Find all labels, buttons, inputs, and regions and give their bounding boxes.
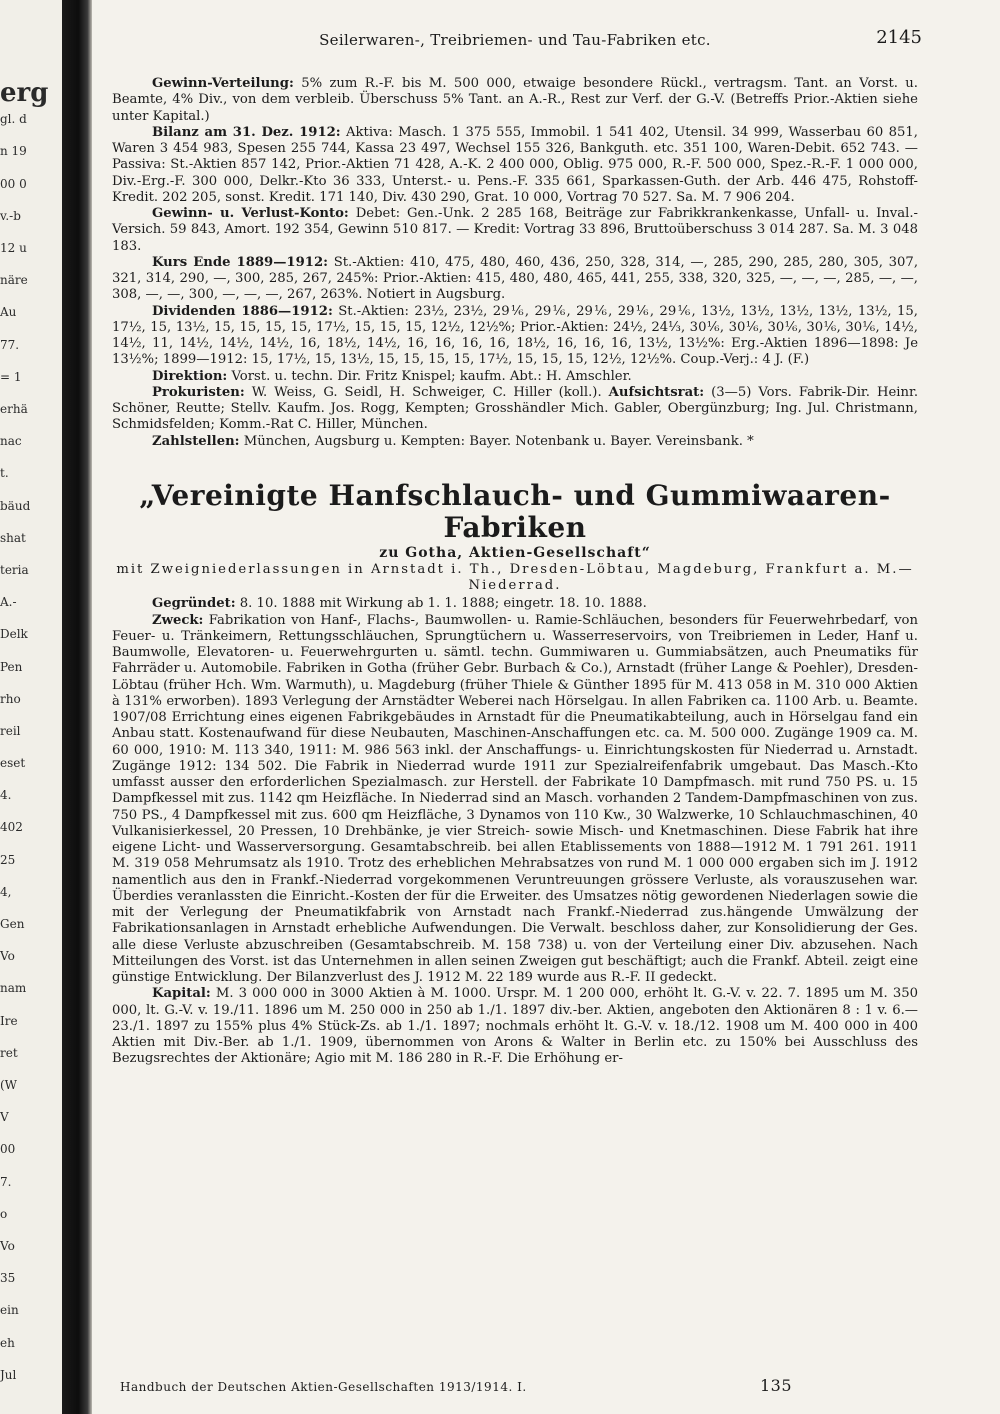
document-page	[92, 0, 1000, 1414]
previous-page-fragment: 402	[0, 820, 23, 835]
gewinn-verteilung-paragraph	[112, 76, 918, 125]
sheet-number: 135	[760, 1376, 793, 1395]
direktion-text: Vorst. u. techn. Dir. Fritz Knispel; kaufm. Abt.: H. Amschler.	[231, 368, 632, 384]
previous-page-fragment: ret	[0, 1045, 18, 1060]
kapital-label: Kapital:	[152, 986, 211, 1002]
prokuristen-label: Prokuristen:	[152, 384, 245, 400]
bilanz-paragraph	[112, 125, 918, 206]
previous-page-fragment: Jul	[0, 1367, 17, 1382]
gegruendet-paragraph	[112, 596, 918, 612]
kurs-label: Kurs Ende 1889—1912:	[152, 254, 328, 270]
previous-page-fragment: 7.	[0, 1174, 12, 1189]
direktion-label: Direktion:	[152, 368, 228, 384]
gewinn-verlust-text: Debet: Gen.-Unk. 2 285 168, Beiträge zur Fabrikkrankenkasse, Unfall- u. Inval.-Versich. 59 843, Amort. 192 354, Gewinn 510 817. — Kredit: Vortrag 33 896, Bruttoüberschuss 3 014 287. Sa. M. 3 048 183.	[112, 206, 918, 254]
gewinn-verlust-paragraph	[112, 206, 918, 255]
previous-page-fragment: shat	[0, 530, 26, 545]
footer-text: Handbuch der Deutschen Aktien-Gesellschaften 1913/1914. I.	[120, 1380, 527, 1394]
previous-page-fragment: Delk	[0, 627, 28, 642]
dividenden-label: Dividenden 1886—1912:	[152, 303, 333, 319]
kapital-text: M. 3 000 000 in 3000 Aktien à M. 1000. Urspr. M. 1 200 000, erhöht lt. G.-V. v. 22. 7. 1895 um M. 350 000, lt. G.-V. v. 19./11. 1896 um M. 250 000 in 250 ab 1./1. 1897 div.-ber. Aktien, angeboten den Aktionären 8 : 1 v. 6.—23./1. 1897 zu 155% plus 4% Stück-Zs. ab 1./1. 1897; nochmals erhöht lt. G.-V. v. 18./12. 1908 um M. 400 000 in 400 Aktien mit Div.-Ber. ab 1./1. 1909, übernommen von Arons & Walter in Berlin etc. zu 150% bei Ausschluss des Bezugsrechtes der Aktionäre; Agio mit M. 186 280 in R.-F. Die Erhöhung er-	[112, 986, 918, 1067]
previous-page-fragment: 35	[0, 1271, 16, 1286]
book-gutter	[62, 0, 92, 1414]
previous-page-fragment: reil	[0, 723, 21, 738]
previous-page-fragment: V	[0, 1110, 9, 1125]
kapital-paragraph	[112, 986, 918, 1067]
previous-page-edge	[0, 0, 62, 1414]
bilanz-text: Aktiva: Masch. 1 375 555, Immobil. 1 541 402, Utensil. 34 999, Wasserbau 60 851, Waren 3 454 983, Spesen 255 744, Kassa 23 497, Wechsel 155 326, Bankguth. etc. 351 100, Waren-Debit. 652 743. — Passiva: St.-Aktien 857 142, Prior.-Aktien 71 428, A.-K. 2 400 000, Oblig. 975 000, R.-F. 500 000, Spez.-R.-F. 1 000 000, Div.-Erg.-F. 300 000, Delkr.-Kto 36 333, Unterst.- u. Pens.-F. 335 661, Sparkassen-Guth. der Arb. 446 475, Rohstoff-Kredit. 202 205, sonst. Kredit. 171 140, Div. 430 290, Grat. 10 000, Vortrag 70 527. Sa. M. 7 906 204.	[112, 124, 918, 205]
aufsichtsrat-text: (3—5) Vors. Fabrik-Dir. Heinr. Schöner, Reutte; Stellv. Kaufm. Jos. Rogg, Kempten; Grosshändler Mich. Gabler, Obergünzburg; Ing. Jul. Christmann, Schmidsfelden; Komm.-Rat C. Hiller, München.	[112, 384, 919, 433]
kurs-text: St.-Aktien: 410, 475, 480, 460, 436, 250, 328, 314, —, 285, 290, 285, 280, 305, 307, 321, 314, 290, —, 300, 285, 267, 245%: Prior.-Aktien: 415, 480, 480, 465, 441, 255, 338, 320, 325, —, —, —, 285, —, —, 308, —, —, 300, —, —, —, 267, 263%. Notiert in Augsburg.	[112, 254, 919, 303]
previous-page-fragment: nac	[0, 434, 22, 449]
end-mark: *	[747, 433, 754, 449]
previous-page-fragment: A.-	[0, 595, 17, 610]
bilanz-label: Bilanz am 31. Dez. 1912:	[152, 124, 341, 140]
zweck-paragraph	[112, 613, 918, 987]
prokuristen-paragraph	[112, 385, 918, 434]
previous-page-fragment: eset	[0, 756, 26, 771]
gegruendet-label: Gegründet:	[152, 596, 236, 612]
previous-page-fragment: gl. d	[0, 112, 27, 127]
zahlstellen-paragraph	[112, 434, 918, 450]
running-title: Seilerwaren-, Treibriemen- und Tau-Fabriken etc.	[319, 31, 711, 49]
previous-page-fragment: erhä	[0, 401, 28, 416]
previous-page-fragment: 00	[0, 1142, 16, 1157]
company-title: „Vereinigte Hanfschlauch- und Gummiwaaren-Fabriken	[139, 478, 891, 544]
previous-page-fragment: ein	[0, 1303, 19, 1318]
previous-page-fragment: näre	[0, 273, 28, 288]
previous-page-fragment: Ire	[0, 1013, 18, 1028]
dividenden-paragraph	[112, 304, 918, 369]
previous-page-fragment: teria	[0, 562, 29, 577]
previous-page-fragment: 4,	[0, 884, 12, 899]
gewinn-verteilung-text: 5% zum R.-F. bis M. 500 000, etwaige besondere Rückl., vertragsm. Tant. an Vorst. u. Beamte, 4% Div., von dem verbleib. Überschuss 5% Tant. an A.-R., Rest zur Verf. der G.-V. (Betreffs Prior.-Aktien siehe unter Kapital.)	[112, 76, 918, 124]
previous-page-fragment: t.	[0, 466, 9, 481]
previous-page-fragment: Gen	[0, 917, 25, 932]
running-head	[112, 27, 922, 56]
kurs-paragraph	[112, 255, 918, 304]
page-number: 2145	[876, 27, 922, 48]
page-content	[112, 27, 922, 1068]
previous-page-fragment: o	[0, 1206, 8, 1221]
company-branches: mit Zweigniederlassungen in Arnstadt i. Th., Dresden-Löbtau, Magdeburg, Frankfurt a. M.—Niederrad.	[116, 561, 914, 593]
zweck-text: Fabrikation von Hanf-, Flachs-, Baumwollen- u. Ramie-Schläuchen, besonders für Feuerwehrbedarf, von Feuer- u. Tränkeimern, Rettungsschläuchen, Sprungtüchern u. Wasserreservoirs, von Treibriemen in Leder, Hanf u. Baumwolle, Elevatoren- u. Feuerwehrgurten u. sämtl. techn. Gummiwaren u. Gummiabsätzen, auch Pneumatiks für Fahrräder u. Automobile. Fabriken in Gotha (früher Gebr. Burbach & Co.), Arnstadt (früher Lange & Poehler), Dresden-Löbtau (früher Hch. Wm. Warmuth), u. Magdeburg (früher Thiele & Günther 1895 für M. 413 058 in M. 310 000 Aktien à 131% erworben). 1893 Verlegung der Arnstädter Weberei nach Hörselgau. In allen Fabriken ca. 1100 Arb. u. Beamte. 1907/08 Errichtung eines eigenen Fabrikgebäudes in Arnstadt für die Pneumatikabteilung, auch in Hörselgau fand ein Anbau statt. Kostenaufwand für diese Neubauten, Maschinen-Anschaffungen etc. ca. M. 500 000. Zugänge 1909 ca. M. 60 000, 1910: M. 113 340, 1911: M. 986 563 inkl. der Anschaffungs- u. Einrichtungskosten für Niederrad u. Arnstadt. Zugänge 1912: 134 502. Die Fabrik in Niederrad wurde 1911 zur Spezialreifenfabrik umgebaut. Das Masch.-Kto umfasst ausser den erforderlichen Spezialmasch. zur Herstell. der Fabrikate 10 Dampfmasch. mit rund 750 PS. u. 15 Dampfkessel mit zus. 1142 qm Heizfläche. In Niederrad sind an Masch. vorhanden 2 Tandem-Dampfmaschinen von zus. 750 PS., 4 Dampfkessel mit zus. 600 qm Heizfläche, 3 Dynamos von 110 Kw., 30 Walzwerke, 10 Schlauchmaschinen, 40 Vulkanisierkessel, 20 Pressen, 10 Drehbänke, je vier Streich- sowie Misch- und Knetmaschinen. Diese Fabrik hat ihre eigene Licht- und Wasserversorgung. Gesamtabschreib. bei allen Etablissements von 1888—1912 M. 1 791 261. 1911 M. 319 058 Mehrumsatz als 1910. Trotz des erheblichen Mehrabsatzes von rund M. 1 000 000 ergaben sich im J. 1912 namentlich aus den in Frankf.-Niederrad vorgekommenen Veruntreuungen grössere Verluste, als vorauszusehen war. Überdies veranlassten die Einricht.-Kosten der für die Erweiter. des Umsatzes nötig gewordenen Niederlagen sowie die mit der Verlegung der Pneumatikfabrik von Arnstadt nach Frankf.-Niederrad zus.hängende Umwälzung der Fabrikationsanlagen in Arnstadt erhebliche Aufwendungen. Die Verwalt. beschloss daher, zur Konsolidierung der Ges. alle diese Verluste abzuschreiben (Gesamtabschreib. M. 158 738) u. von der Verteilung einer Div. abzusehen. Nach Mitteilungen des Vorst. ist das Unternehmen in allen seinen Zweigen gut beschäftigt; auch die Frankf. Abteil. zeigt eine günstige Entwicklung. Der Bilanzverlust des J. 1912 M. 22 189 wurde aus R.-F. II gedeckt.	[112, 612, 918, 985]
previous-page-fragment: n 19	[0, 144, 27, 159]
previous-page-fragment: 25	[0, 852, 16, 867]
zahlstellen-text: München, Augsburg u. Kempten: Bayer. Notenbank u. Bayer. Vereinsbank.	[243, 433, 743, 449]
previous-page-fragment: eh	[0, 1335, 15, 1350]
previous-page-fragment: v.-b	[0, 208, 21, 223]
previous-page-fragment: rho	[0, 691, 21, 706]
company-subtitle: zu Gotha, Aktien-Gesellschaft“	[379, 544, 651, 561]
previous-page-fragment: = 1	[0, 369, 22, 384]
gegruendet-text: 8. 10. 1888 mit Wirkung ab 1. 1. 1888; eingetr. 18. 10. 1888.	[239, 596, 647, 612]
previous-page-fragment: bäud	[0, 498, 31, 513]
previous-page-fragment: 00 0	[0, 176, 27, 191]
zweck-label: Zweck:	[152, 612, 204, 628]
previous-page-fragment: nam	[0, 981, 27, 996]
previous-page-fragment: 12 u	[0, 240, 27, 255]
page-footer	[120, 1376, 820, 1395]
previous-page-fragment: erg	[0, 78, 49, 108]
previous-page-fragment: Pen	[0, 659, 23, 674]
gewinn-verlust-label: Gewinn- u. Verlust-Konto:	[152, 206, 349, 221]
previous-page-fragment: 4.	[0, 788, 12, 803]
previous-page-fragment: 77.	[0, 337, 20, 352]
previous-page-fragment: Vo	[0, 1239, 15, 1254]
zahlstellen-label: Zahlstellen:	[152, 433, 240, 449]
previous-page-fragment: (W	[0, 1078, 18, 1093]
aufsichtsrat-label: Aufsichtsrat:	[608, 384, 705, 400]
direktion-paragraph	[112, 369, 918, 385]
dividenden-text: St.-Aktien: 23½, 23½, 29⅙, 29⅙, 29⅙, 29⅙, 29⅙, 13½, 13½, 13½, 13½, 13½, 15, 17½, 15, 13½, 15, 15, 15, 15, 17½, 15, 15, 15, 12½, 12½%; Prior.-Aktien: 24½, 24⅓, 30⅙, 30⅙, 30⅙, 30⅙, 30⅙, 14½, 14½, 11, 14½, 14½, 14½, 16, 18½, 14½, 16, 16, 16, 16, 18½, 16, 16, 16, 13½, 13½%: Erg.-Aktien 1896—1898: Je 13½%; 1899—1912: 15, 17½, 15, 13½, 15, 15, 15, 15, 17½, 15, 15, 15, 12½, 12½%. Coup.-Verj.: 4 J. (F.)	[112, 303, 918, 368]
previous-page-fragment: Vo	[0, 949, 15, 964]
prokuristen-text: W. Weiss, G. Seidl, H. Schweiger, C. Hiller (koll.).	[251, 384, 602, 400]
gewinn-verteilung-label: Gewinn-Verteilung:	[152, 76, 294, 91]
previous-page-fragment: Au	[0, 305, 17, 320]
